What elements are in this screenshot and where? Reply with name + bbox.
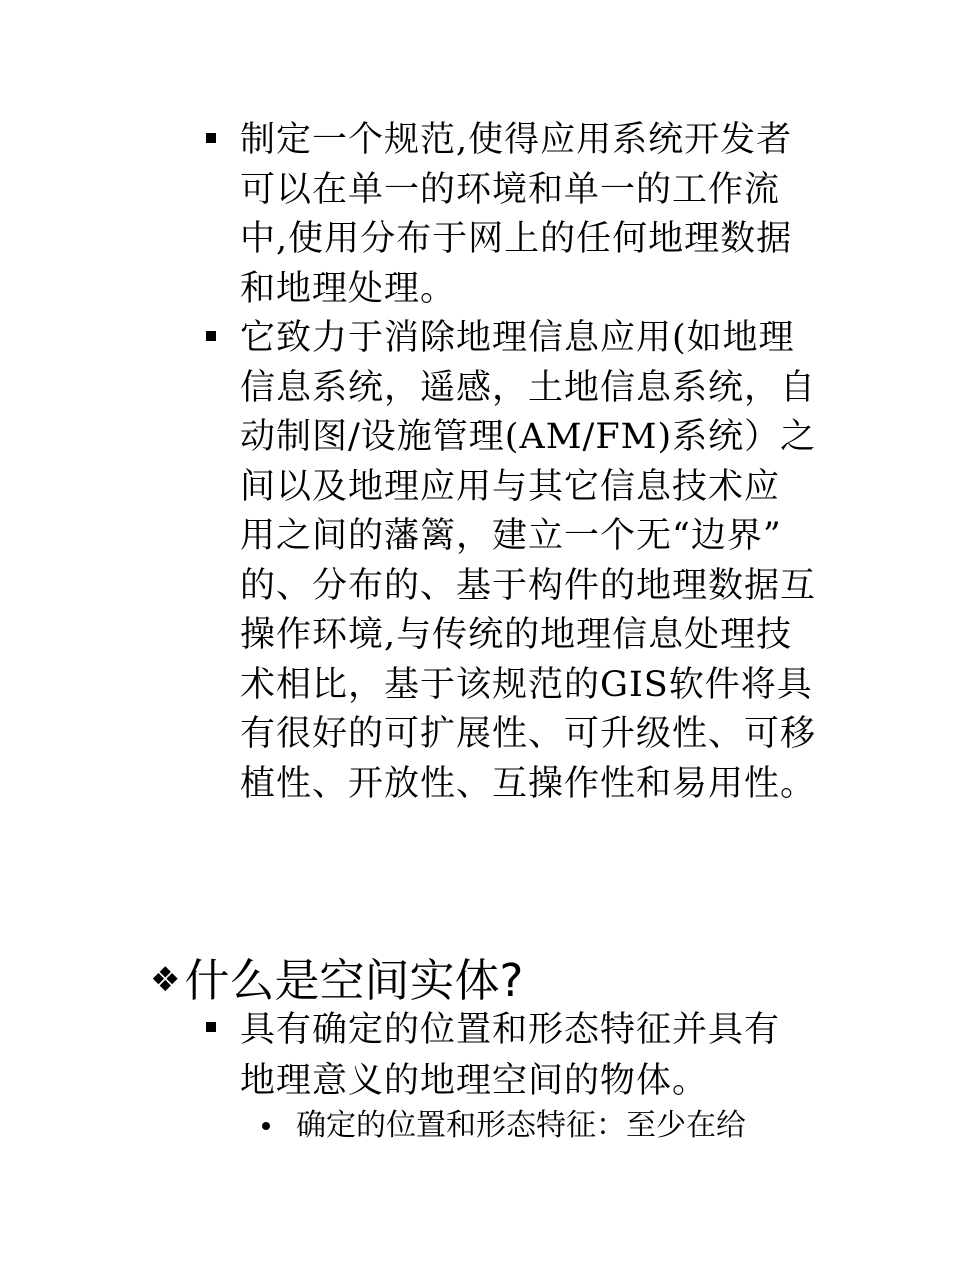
paragraph-spatial-entity-definition: 具有确定的位置和形态特征并具有 地理意义的地理空间的物体。 [240, 1010, 781, 1101]
sub-point-text: 确定的位置和形态特征：至少在给 [296, 1108, 746, 1143]
section-heading-text: 什么是空间实体? [184, 954, 524, 1007]
square-bullet-icon [206, 133, 216, 143]
diamond-bullet-icon: ❖ [150, 960, 181, 1000]
square-bullet-icon [206, 331, 216, 341]
square-bullet-icon [206, 1022, 216, 1032]
section-heading [150, 952, 523, 1009]
paragraph-spec-purpose: 制定一个规范,使得应用系统开发者 可以在单一的环境和单一的工作流 中,使用分布于网上的任何地理数据 和地理处理。 [240, 120, 793, 309]
paragraph-interoperability: 它致力于消除地理信息应用(如地理 信息系统，遥感，土地信息系统，自 动制图/设施管理(AM/FM)系统）之 间以及地理应用与其它信息技术应 用之间的藩篱，建立一个无“边界” 的、分布的、基于构件的地理数据互 操作环境,与传统的地理信息处理技 术相比，基于该规范的GIS软件将具 有很好的可扩展性、可升级性、可移 植性、开放性、互操作性和易用性。 [240, 318, 817, 804]
round-bullet-icon [262, 1122, 270, 1130]
